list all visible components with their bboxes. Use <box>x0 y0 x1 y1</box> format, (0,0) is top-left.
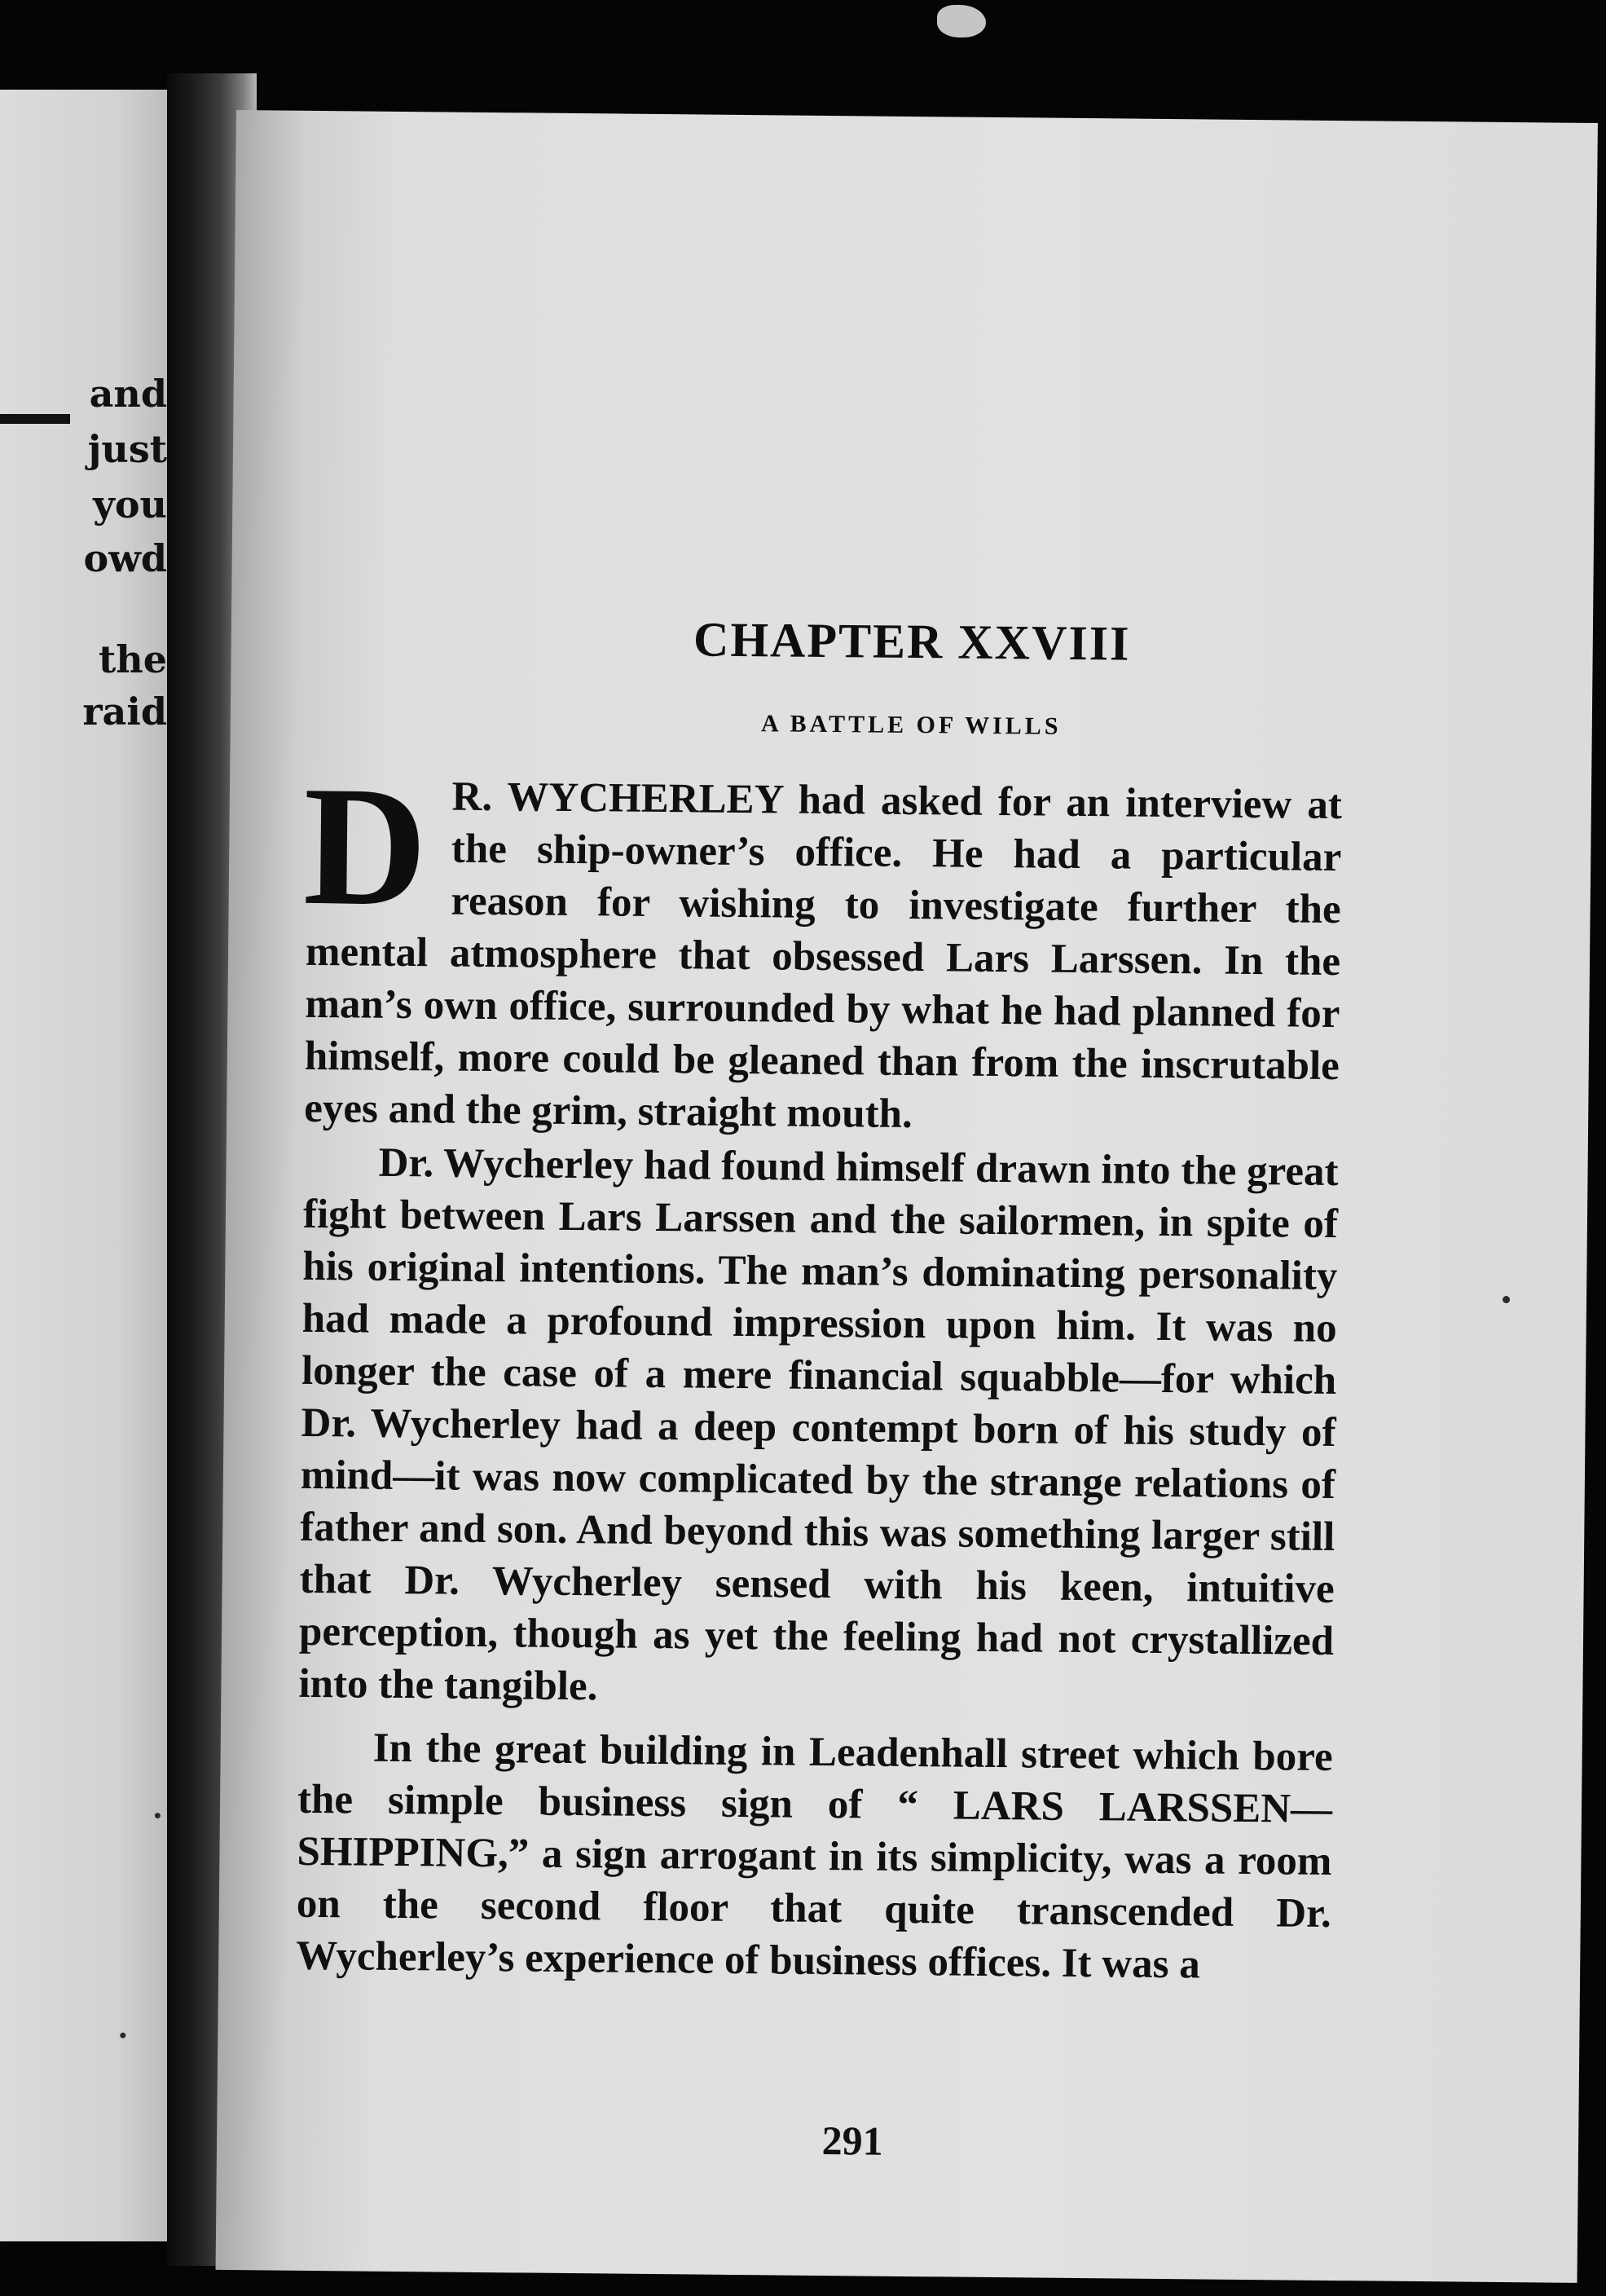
previous-page-edge <box>0 90 167 2241</box>
paragraph-3: In the great building in Leadenhall street which bore the simple business sign of “ LARS LARSSEN—SHIPPING,” a sign arrogant in its simplicity, was a room on the second floor that quite transcended Dr. Wycherley’s experience of business offices. It was a <box>295 1725 1333 1988</box>
paragraph-2: Dr. Wycherley had found himself drawn into the great fight between Lars Larssen and the sailormen, in spite of his original intentions. The man’s dominating personality had made a profound impression upon him. It was no longer the case of a mere financial squabble—for which Dr. Wycherley had a deep contempt born of his study of mind—it was now complicated by the strange relations of father and son. And beyond this was something larger still that Dr. Wycherley sensed with his keen, intuitive perception, though as yet the feeling had not crystallized into the tangible. <box>298 1139 1339 1710</box>
scan-artifact <box>937 5 986 37</box>
paragraph-1-text: R. WYCHERLEY had asked for an interview at the ship-owner’s office. He had a particular reason for wishing to investigate further the mental atmosphere that obsessed Lars Larssen. In the man’s own office, surrounded by what he had planned for himself, more could be gleaned than from the inscrutable eyes and the grim, straight mouth. <box>303 773 1343 1138</box>
paragraph-1 <box>302 751 1343 1144</box>
page-number: 291 <box>821 2118 883 2164</box>
left-page-word: raid <box>82 690 167 734</box>
chapter-body <box>295 751 1343 1992</box>
left-page-word: the <box>99 637 167 681</box>
left-page-word: and <box>89 372 167 416</box>
chapter-title: CHAPTER XXVIII <box>693 612 1131 671</box>
book-page <box>216 110 1598 2283</box>
scan-speck <box>120 2033 125 2038</box>
left-page-word: owd <box>83 536 167 580</box>
scan-speck <box>155 1813 161 1818</box>
chapter-subtitle: A BATTLE OF WILLS <box>760 710 1062 740</box>
section-rule <box>0 414 70 424</box>
drop-cap: D <box>302 751 429 942</box>
left-page-word: you <box>93 483 167 527</box>
scan-speck <box>1503 1296 1510 1303</box>
left-page-word: just <box>87 427 167 471</box>
